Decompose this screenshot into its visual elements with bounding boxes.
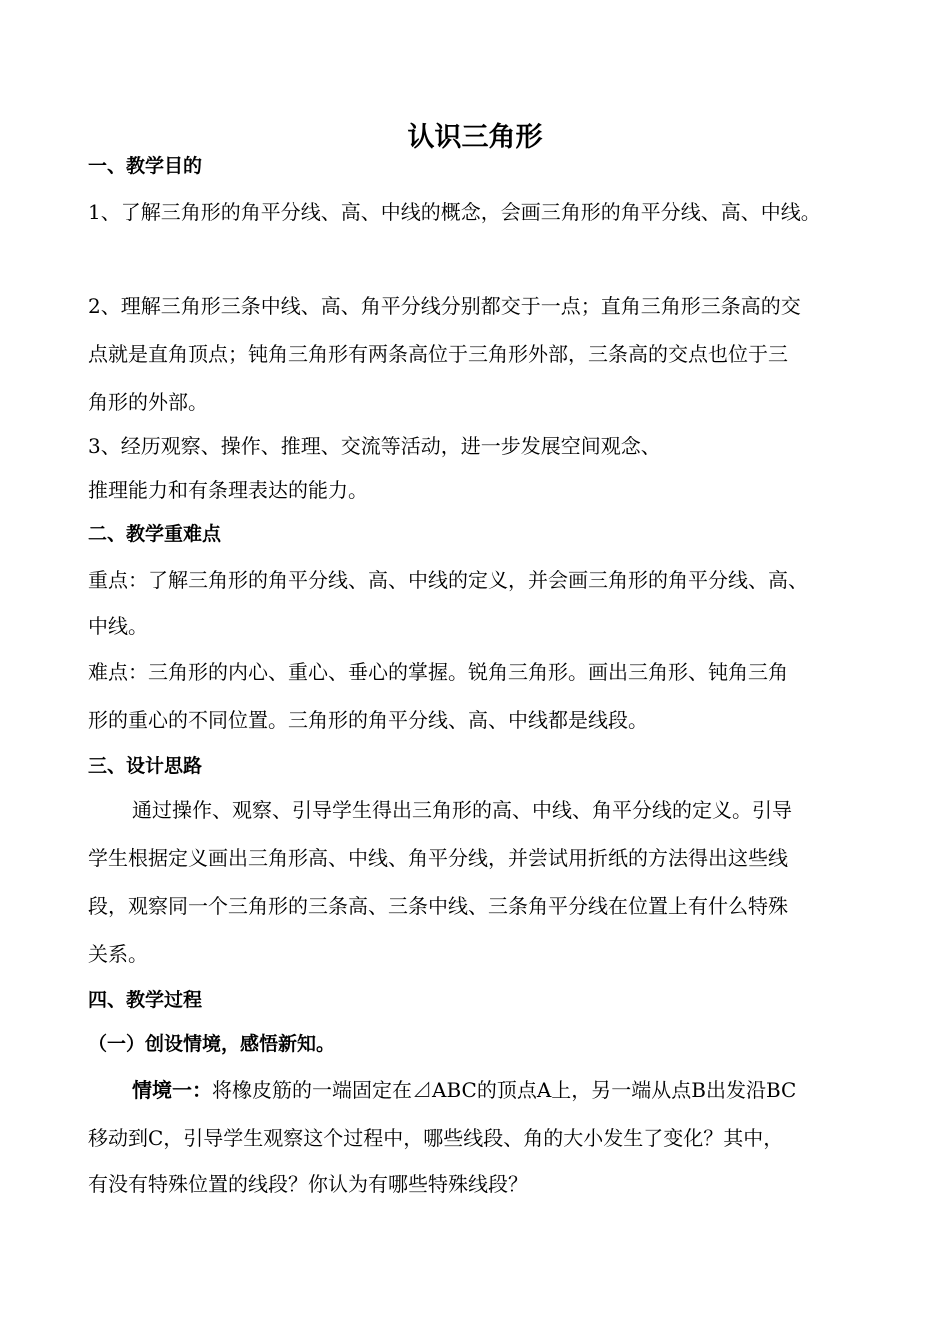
design-line-1: 通过操作、观察、引导学生得出三角形的高、中线、角平分线的定义。引导 — [132, 798, 792, 822]
section-heading-key-points: 二、教学重难点 — [88, 523, 222, 545]
objective-2-line-1: 2、理解三角形三条中线、高、角平分线分别都交于一点；直角三角形三条高的交 — [88, 294, 801, 318]
scenario-1-label: 情境一： — [132, 1078, 212, 1102]
subsection-heading-scenario: （一）创设情境，感悟新知。 — [88, 1033, 336, 1055]
design-line-3: 段，观察同一个三角形的三条高、三条中线、三条角平分线在位置上有什么特殊 — [88, 894, 788, 918]
scenario-1-text: 将橡皮筋的一端固定在⊿ABC的顶点A上，另一端从点B出发沿BC — [212, 1078, 797, 1102]
scenario-1-line-3: 有没有特殊位置的线段？你认为有哪些特殊线段？ — [88, 1172, 528, 1196]
key-point-line-1: 重点：了解三角形的角平分线、高、中线的定义，并会画三角形的角平分线、高、 — [88, 568, 808, 592]
section-heading-design: 三、设计思路 — [88, 755, 203, 777]
design-line-4: 关系。 — [88, 942, 148, 966]
document-title: 认识三角形 — [407, 122, 543, 153]
objective-3-line-2: 推理能力和有条理表达的能力。 — [88, 478, 368, 502]
scenario-1-line-2: 移动到C，引导学生观察这个过程中，哪些线段、角的大小发生了变化？其中， — [88, 1126, 784, 1150]
objective-1: 1、了解三角形的角平分线、高、中线的概念，会画三角形的角平分线、高、中线。 — [88, 200, 821, 224]
difficulty-line-2: 形的重心的不同位置。三角形的角平分线、高、中线都是线段。 — [88, 708, 648, 732]
key-point-line-2: 中线。 — [88, 614, 148, 638]
difficulty-line-1: 难点：三角形的内心、重心、垂心的掌握。锐角三角形。画出三角形、钝角三角 — [88, 660, 788, 684]
scenario-1-line-1 — [132, 1076, 796, 1104]
design-line-2: 学生根据定义画出三角形高、中线、角平分线，并尝试用折纸的方法得出这些线 — [88, 846, 788, 870]
objective-3-line-1: 3、经历观察、操作、推理、交流等活动，进一步发展空间观念、 — [88, 434, 661, 458]
objective-2-line-2: 点就是直角顶点；钝角三角形有两条高位于三角形外部，三条高的交点也位于三 — [88, 342, 788, 366]
section-heading-process: 四、教学过程 — [88, 989, 203, 1011]
objective-2-line-3: 角形的外部。 — [88, 390, 208, 414]
section-heading-objectives: 一、教学目的 — [88, 155, 203, 177]
